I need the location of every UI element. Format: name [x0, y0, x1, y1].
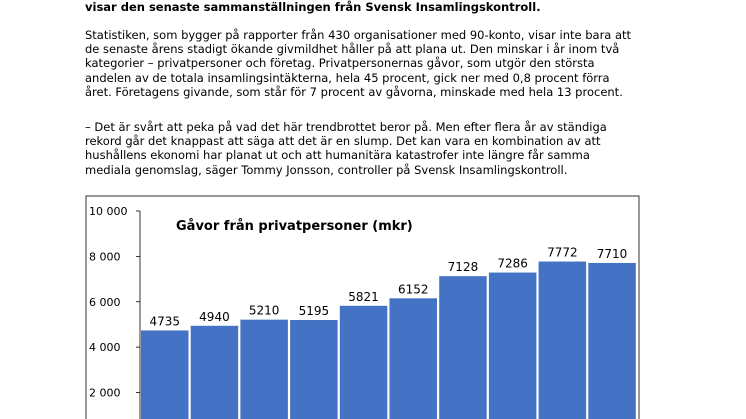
bar [191, 326, 239, 419]
bar-value-label: 7286 [497, 256, 528, 271]
paragraph-line: kategorier – privatpersoner och företag. Privatpersonernas gåvor, som utgör den största [85, 56, 595, 71]
bar-value-label: 7772 [547, 245, 578, 260]
bar [489, 273, 537, 419]
chart-title: Gåvor från privatpersoner (mkr) [176, 219, 413, 234]
bar [390, 298, 438, 419]
bar [240, 320, 288, 419]
bar [539, 262, 587, 419]
bar [141, 330, 189, 419]
bar-value-label: 7710 [596, 246, 628, 261]
lead-line: visar den senaste sammanställningen från Svensk Insamlingskontroll. [85, 0, 541, 14]
paragraph-line: andelen av de totala insamlingsintäkterna, hela 45 procent, gick ner med 0,8 procent förra [85, 70, 610, 85]
paragraph-line: Statistiken, som bygger på rapporter från 430 organisationer med 90-konto, visar inte bara att [85, 28, 632, 42]
bar-value-label: 4735 [149, 314, 181, 329]
bar [588, 263, 636, 419]
y-tick-label: 6 000 [89, 295, 121, 309]
paragraph-line: hushållens ekonomi har planat ut och att humanitära katastrofer inte längre får samma [85, 148, 590, 163]
y-tick-label: 10 000 [89, 205, 128, 218]
bar-value-label: 5210 [248, 303, 280, 318]
bar [439, 276, 487, 419]
paragraph-line: de senaste årens stadigt ökande givmildhet håller på att plana ut. Den minskar i år inom två [85, 42, 620, 57]
bars [141, 262, 636, 419]
bar-value-label: 6152 [397, 282, 429, 297]
paragraph-line: rekord går det knappast att säga att det är en slump. Det kan vara en kombination av att [85, 134, 601, 149]
y-tick-label: 2 000 [89, 386, 121, 400]
paragraph-line: mediala genomslag, säger Tommy Jonsson, controller på Svensk Insamlingskontroll. [85, 162, 568, 177]
bar-value-label: 5195 [298, 304, 330, 319]
y-tick-label: 4 000 [89, 341, 121, 355]
bar-value-label: 7128 [447, 260, 479, 275]
y-tick-label: 8 000 [89, 250, 121, 264]
paragraph-line: året. Företagens givande, som står för 7 procent av gåvorna, minskade med hela 13 procent. [85, 84, 623, 99]
bar [340, 306, 388, 419]
bar-value-label: 4940 [199, 309, 230, 324]
paragraph-line: – Det är svårt att peka på vad det här trendbrottet beror på. Men efter flera år av ständiga [85, 120, 607, 134]
y-axis-ticks [89, 205, 140, 400]
bar [290, 320, 338, 419]
bar-value-label: 5821 [348, 289, 379, 304]
